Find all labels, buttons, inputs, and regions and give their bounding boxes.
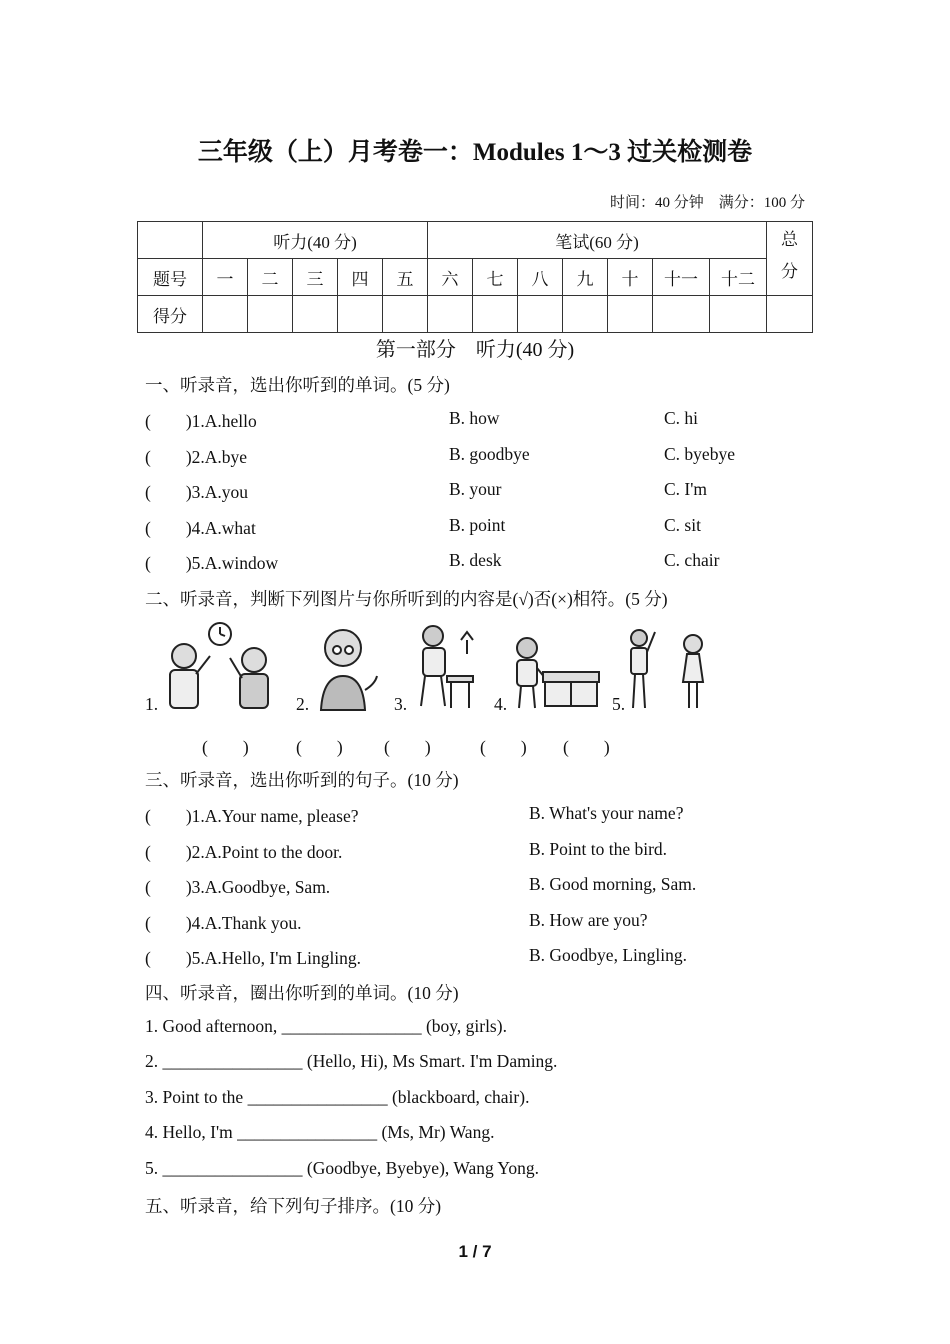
number-cell: 六 (428, 259, 473, 296)
picture-boy-desk (509, 620, 604, 712)
section2-heading: 二、听录音，判断下列图片与你所听到的内容是(√)否(×)相符。(5 分) (145, 589, 668, 609)
s3-item2-a: ( )2.A.Point to the door. (145, 842, 343, 862)
row-label-number: 题号 (138, 259, 203, 296)
s1-item4-b: B. point (449, 515, 506, 535)
score-cell[interactable] (608, 296, 653, 333)
s1-item4-c: C. sit (664, 515, 701, 535)
number-cell: 四 (338, 259, 383, 296)
blank-cell (138, 222, 203, 259)
s1-item5-a: ( )5.A.window (145, 553, 279, 573)
number-cell: 五 (383, 259, 428, 296)
time-score-info: 时间：40 分钟 满分：100 分 (609, 195, 805, 211)
pic5-answer[interactable]: ( ) (563, 737, 610, 757)
pic3-number: 3. (394, 694, 408, 714)
number-cell: 八 (518, 259, 563, 296)
section5-heading: 五、听录音，给下列句子排序。(10 分) (145, 1196, 442, 1216)
picture-teacher-waving (313, 620, 383, 712)
s4-item2: 2. ________________ (Hello, Hi), Ms Smart. I'm Daming. (145, 1051, 558, 1071)
score-cell[interactable] (428, 296, 473, 333)
s3-item1-a: ( )1.A.Your name, please? (145, 806, 359, 826)
number-cell: 十一 (653, 259, 710, 296)
s4-item3: 3. Point to the ________________ (blackboard, chair). (145, 1087, 530, 1107)
s1-item3-a: ( )3.A.you (145, 482, 249, 502)
picture-girl-stand-up (411, 620, 481, 712)
pic2-answer[interactable]: ( ) (296, 737, 343, 757)
s3-item3-b: B. Good morning, Sam. (529, 874, 697, 894)
number-cell: 三 (293, 259, 338, 296)
row-label-score: 得分 (138, 296, 203, 333)
s3-item4-b: B. How are you? (529, 910, 648, 930)
number-cell: 二 (248, 259, 293, 296)
written-header: 笔试(60 分) (428, 222, 767, 259)
number-cell: 九 (563, 259, 608, 296)
section3-heading: 三、听录音，选出你听到的句子。(10 分) (145, 770, 459, 790)
part-one-heading: 第一部分 听力(40 分) (375, 339, 575, 361)
score-cell[interactable] (338, 296, 383, 333)
s1-item5-b: B. desk (449, 550, 502, 570)
score-cell[interactable] (473, 296, 518, 333)
score-cell[interactable] (248, 296, 293, 333)
s1-item3-c: C. I'm (664, 479, 708, 499)
s3-item5-a: ( )5.A.Hello, I'm Lingling. (145, 948, 362, 968)
score-cell[interactable] (563, 296, 608, 333)
page-number: 1 / 7 (458, 1242, 492, 1261)
number-cell: 七 (473, 259, 518, 296)
s4-item4: 4. Hello, I'm ________________ (Ms, Mr) Wang. (145, 1122, 495, 1142)
pic5-number: 5. (612, 694, 626, 714)
picture-boy-girl (625, 620, 725, 712)
pic3-answer[interactable]: ( ) (384, 737, 431, 757)
number-cell: 十二 (710, 259, 767, 296)
score-cell[interactable] (203, 296, 248, 333)
pic1-number: 1. (145, 694, 159, 714)
page-title: 三年级（上）月考卷一：Modules 1～3 过关检测卷 (197, 139, 753, 166)
pic1-answer[interactable]: ( ) (202, 737, 249, 757)
s1-item3-b: B. your (449, 479, 502, 499)
s3-item3-a: ( )3.A.Goodbye, Sam. (145, 877, 331, 897)
s1-item2-c: C. byebye (664, 444, 735, 464)
pic4-number: 4. (494, 694, 508, 714)
total-header: 总 分 (767, 222, 813, 296)
s1-item1-c: C. hi (664, 408, 699, 428)
s3-item2-b: B. Point to the bird. (529, 839, 668, 859)
score-cell[interactable] (767, 296, 813, 333)
s1-item2-a: ( )2.A.bye (145, 447, 248, 467)
section1-heading: 一、听录音，选出你听到的单词。(5 分) (145, 375, 450, 395)
s4-item1: 1. Good afternoon, ________________ (boy, girls). (145, 1016, 507, 1036)
s1-item1-b: B. how (449, 408, 500, 428)
section4-heading: 四、听录音，圈出你听到的单词。(10 分) (145, 983, 459, 1003)
score-cell[interactable] (383, 296, 428, 333)
picture-clock-greeting (162, 620, 284, 712)
listening-header: 听力(40 分) (203, 222, 428, 259)
pic4-answer[interactable]: ( ) (480, 737, 527, 757)
score-table (137, 221, 813, 333)
score-cell[interactable] (293, 296, 338, 333)
s3-item5-b: B. Goodbye, Lingling. (529, 945, 687, 965)
number-cell: 十 (608, 259, 653, 296)
s3-item4-a: ( )4.A.Thank you. (145, 913, 302, 933)
s1-item1-a: ( )1.A.hello (145, 411, 257, 431)
score-cell[interactable] (518, 296, 563, 333)
s1-item2-b: B. goodbye (449, 444, 530, 464)
s4-item5: 5. ________________ (Goodbye, Byebye), Wang Yong. (145, 1158, 539, 1178)
s1-item4-a: ( )4.A.what (145, 518, 256, 538)
score-cell[interactable] (653, 296, 710, 333)
number-cell: 一 (203, 259, 248, 296)
pic2-number: 2. (296, 694, 310, 714)
s3-item1-b: B. What's your name? (529, 803, 684, 823)
score-cell[interactable] (710, 296, 767, 333)
s1-item5-c: C. chair (664, 550, 720, 570)
